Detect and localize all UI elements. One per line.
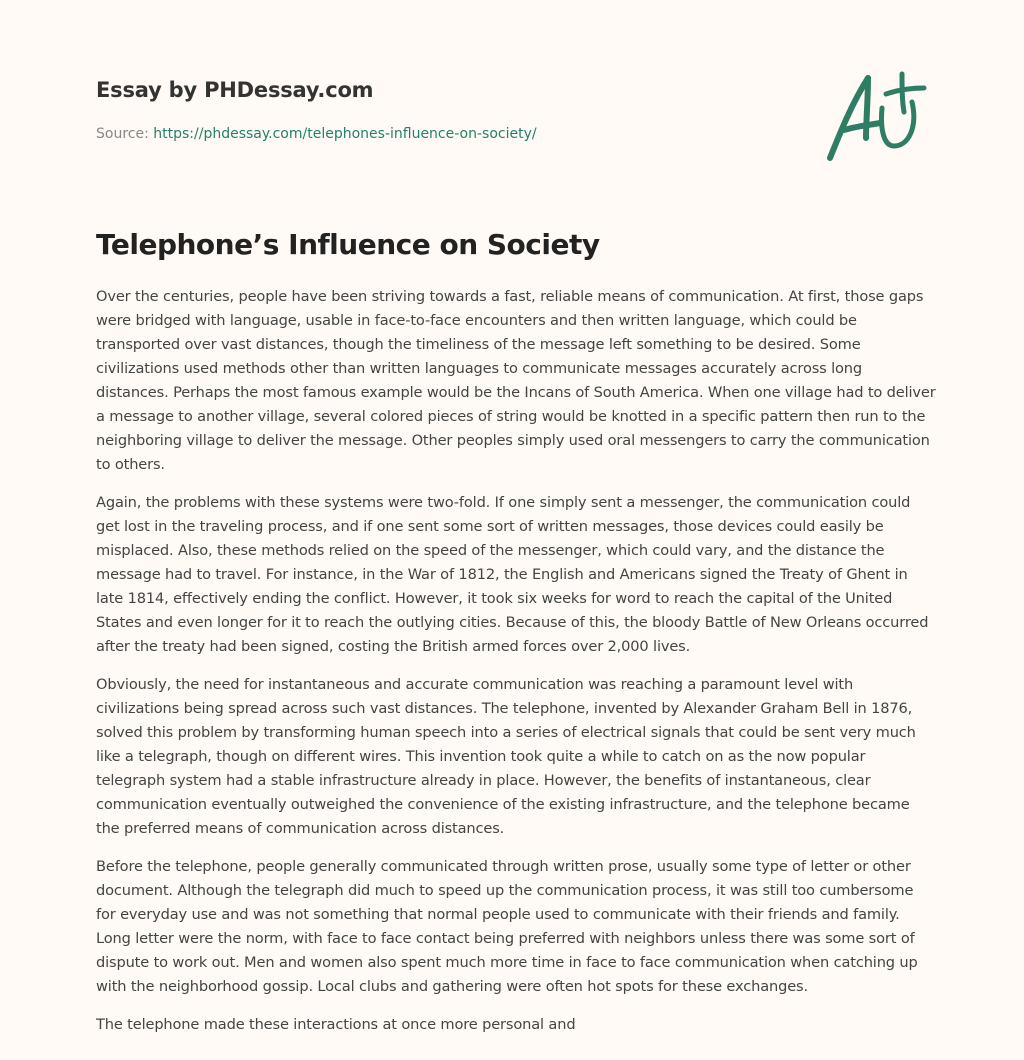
brand-title: Essay by PHDessay.com — [96, 78, 374, 102]
a-plus-grade-icon — [822, 68, 932, 164]
paragraph: Obviously, the need for instantaneous and accurate communication was reaching a paramount level with civilizations being spread across such vast distances. The telephone, invented by Alexander Graham Bell in 1876, solved this problem by transforming human speech into a series of electrical signals that could be sent very much like a telegraph, though on different wires. This invention took quite a while to catch on as the now popular telegraph system had a stable infrastructure already in place. However, the benefits of instantaneous, clear communication eventually outweighed the convenience of the existing infrastructure, and the telephone became the preferred means of communication across distances. — [96, 676, 916, 837]
essay-header — [96, 76, 796, 144]
source-label: Source: — [96, 126, 154, 142]
paragraph: Again, the problems with these systems were two-fold. If one simply sent a messenger, the communication could get lost in the traveling process, and if one sent some sort of written messages, those devices could easily be misplaced. Also, these methods relied on the speed of the messenger, which could vary, and the distance the message had to travel. For instance, in the War of 1812, the English and Americans signed the Treaty of Ghent in late 1814, effectively ending the conflict. However, it took six weeks for word to reach the capital of the United States and even longer for it to reach the outlying cities. Because of this, the bloody Battle of New Orleans occurred after the treaty had been signed, costing the British armed forces over 2,000 lives. — [96, 494, 929, 655]
article-body — [96, 285, 936, 1051]
source-line — [96, 124, 796, 144]
source-link[interactable]: https://phdessay.com/telephones-influence-on-society/ — [153, 126, 537, 142]
paragraph: Over the centuries, people have been striving towards a fast, reliable means of communication. At first, those gaps were bridged with language, usable in face-to-face encounters and then written language, which could be transported over vast distances, though the timeliness of the message left something to be desired. Some civilizations used methods other than written languages to communicate messages accurately across long distances. Perhaps the most famous example would be the Incans of South America. When one village had to deliver a message to another village, several colored pieces of string would be knotted in a specific pattern then run to the neighboring village to deliver the message. Other peoples simply used oral messengers to carry the communication to others. — [96, 288, 936, 473]
paragraph: Before the telephone, people generally communicated through written prose, usually some type of letter or other document. Although the telegraph did much to speed up the communication process, it was still too cumbersome for everyday use and was not something that normal people used to communicate with their friends and family. Long letter were the norm, with face to face contact being preferred with neighbors unless there was some sort of dispute to work out. Men and women also spent much more time in face to face communication when catching up with the neighborhood gossip. Local clubs and gathering were often hot spots for these exchanges. — [96, 858, 918, 995]
article-title: Telephone’s Influence on Society — [96, 228, 600, 261]
paragraph: The telephone made these interactions at once more personal and — [96, 1016, 576, 1033]
